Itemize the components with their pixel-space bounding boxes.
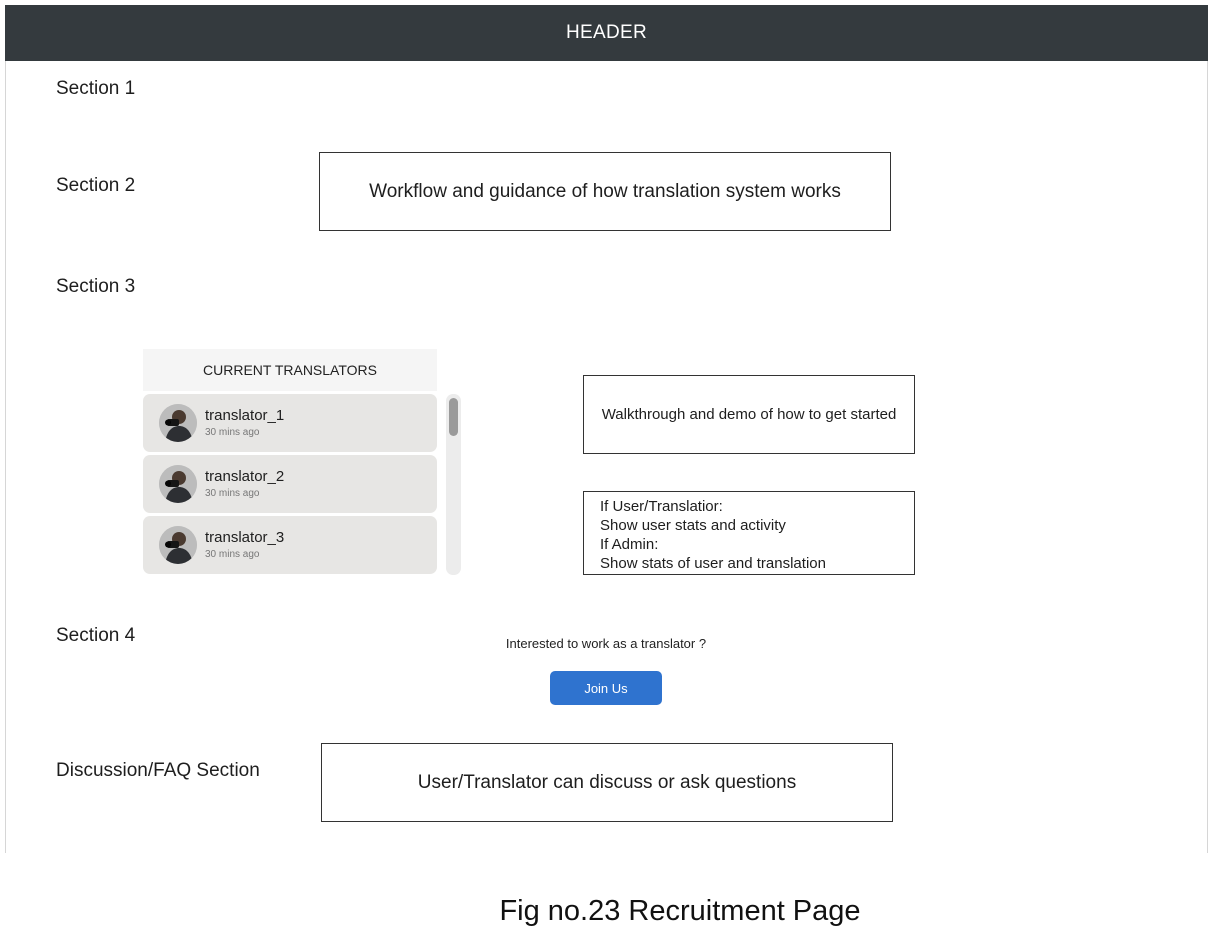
translator-card-3[interactable]	[143, 516, 437, 574]
translator-avatar-icon	[159, 465, 197, 503]
header-title: HEADER	[566, 22, 647, 43]
stats-line-2: Show user stats and activity	[600, 517, 786, 534]
walkthrough-text: Walkthrough and demo of how to get started	[601, 406, 897, 423]
translator-avatar-icon	[159, 404, 197, 442]
recruit-prompt: Interested to work as a translator ?	[505, 636, 707, 651]
section-4-label: Section 4	[56, 625, 136, 646]
avatar	[159, 404, 197, 442]
page-header	[5, 5, 1208, 61]
translator-name: translator_2	[205, 468, 285, 485]
workflow-guidance-text: Workflow and guidance of how translation system works	[369, 180, 841, 202]
translator-card-2[interactable]	[143, 455, 437, 513]
avatar	[159, 526, 197, 564]
translator-time: 30 mins ago	[205, 427, 260, 438]
stats-line-3: If Admin:	[600, 536, 659, 553]
avatar	[159, 465, 197, 503]
faq-section-label: Discussion/FAQ Section	[56, 760, 260, 781]
translator-name: translator_3	[205, 529, 285, 546]
join-us-button[interactable]: Join Us	[550, 671, 662, 705]
stats-line-4: Show stats of user and translation	[600, 555, 826, 572]
scrollbar-thumb[interactable]	[449, 398, 458, 436]
translator-time: 30 mins ago	[205, 549, 260, 560]
translators-scrollbar[interactable]	[446, 394, 461, 575]
faq-box-text: User/Translator can discuss or ask questions	[417, 771, 797, 793]
faq-box	[321, 743, 893, 822]
translator-time: 30 mins ago	[205, 488, 260, 499]
translator-avatar-icon	[159, 526, 197, 564]
section-1-label: Section 1	[56, 78, 136, 99]
translator-card-1[interactable]	[143, 394, 437, 452]
section-2-label: Section 2	[56, 175, 136, 196]
translator-name: translator_1	[205, 407, 285, 424]
stats-box	[583, 491, 915, 575]
current-translators-title	[143, 349, 437, 391]
walkthrough-box	[583, 375, 915, 454]
figure-caption: Fig no.23 Recruitment Page	[499, 895, 861, 927]
stats-line-1: If User/Translatior:	[600, 498, 723, 515]
workflow-guidance-box	[319, 152, 891, 231]
current-translators-title-text: CURRENT TRANSLATORS	[203, 362, 377, 378]
section-3-label: Section 3	[56, 276, 136, 297]
